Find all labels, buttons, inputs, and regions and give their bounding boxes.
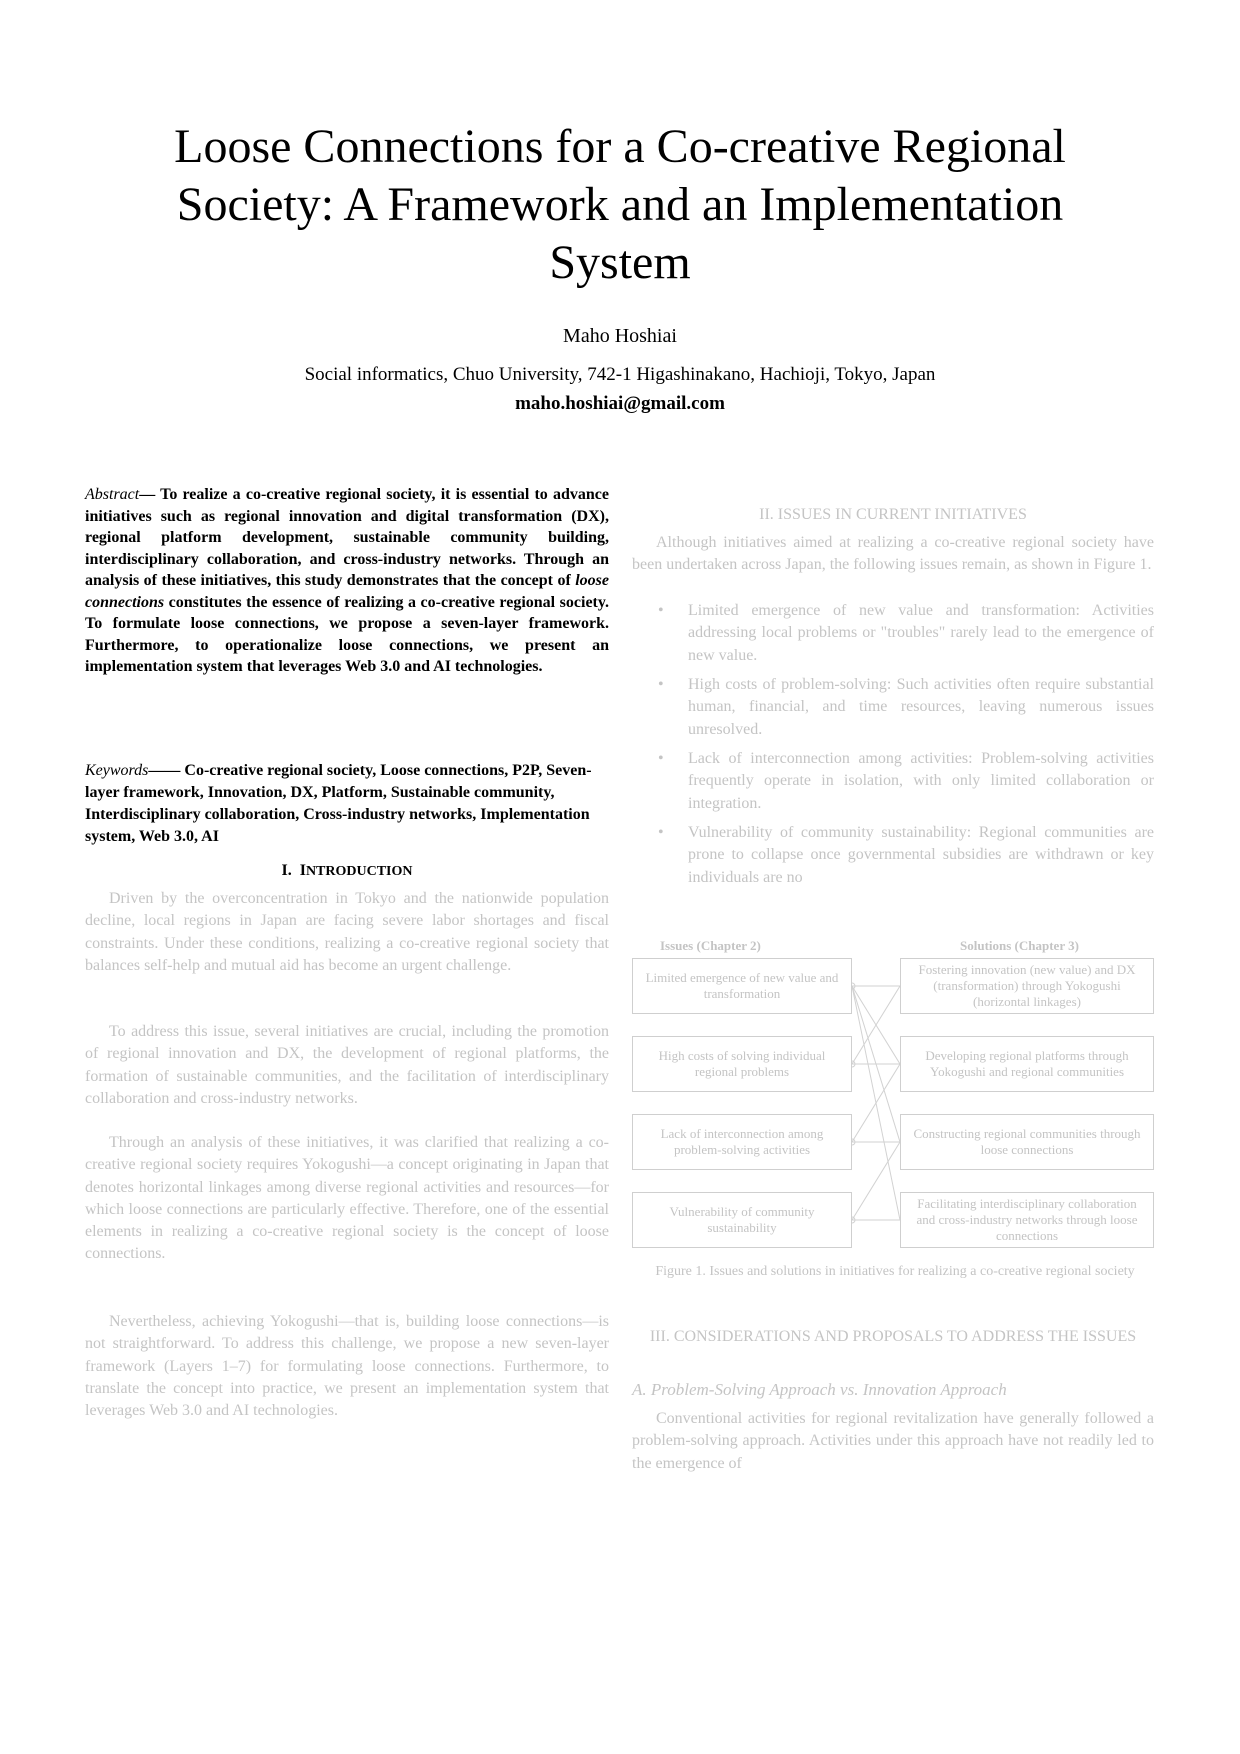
- abstract-text-2: constitutes the essence of realizing a co-creative regional society. To formulate loose connections, we propose a seven-layer framework. Furthermore, to operationalize loose connections, we present an implementation system that leverages Web 3.0 and AI technologies.: [85, 593, 609, 675]
- intro-paragraph-2: To address this issue, several initiatives are crucial, including the promotion of regional innovation and DX, the development of regional platforms, the formation of sustainable communities, and the facilitation of interdisciplinary collaboration and cross-industry networks.: [85, 1023, 609, 1107]
- figure-solution-box: Constructing regional communities through loose connections: [900, 1114, 1154, 1170]
- keywords-text: Co-creative regional society, Loose connections, P2P, Seven-layer framework, Innovation, DX, Platform, Sustainable community, Interdisciplinary collaboration, Cross-industry networks, Implementation system, Web 3.0, AI: [85, 762, 592, 845]
- intro-paragraph-4: Nevertheless, achieving Yokogushi—that is, building loose connections—is not straightforward. To address this challenge, we propose a new seven-layer framework (Layers 1–7) for formulating loose connections. Furthermore, to translate the concept into practice, we present an implementation system that leverages Web 3.0 and AI technologies.: [85, 1313, 609, 1420]
- figure-issue-box: Vulnerability of community sustainability: [632, 1192, 852, 1248]
- intro-paragraph-3: Through an analysis of these initiatives, it was clarified that realizing a co-creative regional society requires Yokogushi—a concept originating in Japan that denotes horizontal linkages among diverse regional activities and resources—for which loose connections are particularly effective. Therefore, one of the essential elements in realizing a co-creative regional society is the concept of loose connections.: [85, 1134, 609, 1263]
- section-3a-subheading: A. Problem-Solving Approach vs. Innovation Approach: [632, 1380, 1007, 1399]
- figure-issue-box: Lack of interconnection among problem-solving activities: [632, 1114, 852, 1170]
- intro-paragraph-1: Driven by the overconcentration in Tokyo and the nationwide population decline, local regions in Japan are facing severe labor shortages and fiscal constraints. Under these conditions, realizing a co-creative regional society that balances self-help and mutual aid has become an urgent challenge.: [85, 890, 609, 974]
- issue-bullet-3: • Lack of interconnection among activities: Problem-solving activities frequently operate in isolation, with only limited collaboration or integration.: [658, 750, 1154, 812]
- figure-1-caption: Figure 1. Issues and solutions in initiatives for realizing a co-creative regional society: [655, 1264, 1135, 1279]
- author-email: maho.hoshiai@gmail.com: [515, 393, 725, 414]
- section-1-heading: [85, 862, 609, 880]
- figure-solution-box: Facilitating interdisciplinary collaboration and cross-industry networks through loose connections: [900, 1192, 1154, 1248]
- figure-issues-header: Issues (Chapter 2): [660, 938, 761, 953]
- keywords-dash: ——: [148, 762, 185, 779]
- abstract-label: Abstract: [85, 486, 140, 503]
- abstract-emphasis: loose connections: [85, 572, 609, 611]
- keywords: [85, 760, 609, 848]
- section-2-intro: Although initiatives aimed at realizing a co-creative regional society have been undertaken across Japan, the following issues remain, as shown in Figure 1.: [632, 534, 1154, 574]
- figure-solutions-header: Solutions (Chapter 3): [960, 938, 1079, 953]
- section-2-heading: II. ISSUES IN CURRENT INITIATIVES: [759, 506, 1027, 523]
- section-3a-paragraph: Conventional activities for regional revitalization have generally followed a problem-solving approach. Activities under this approach have not readily led to the emergence of: [632, 1410, 1154, 1472]
- figure-solution-box: Fostering innovation (new value) and DX (transformation) through Yokogushi (horizontal linkages): [900, 958, 1154, 1014]
- section-1-title-rest: NTRODUCTION: [305, 864, 413, 879]
- abstract-text-1: To realize a co-creative regional society, it is essential to advance initiatives such as regional innovation and digital transformation (DX), regional platform development, sustainable community building, interdisciplinary collaboration, and cross-industry networks. Through an analysis of these initiatives, this study demonstrates that the concept of: [85, 486, 609, 589]
- abstract-dash: —: [139, 486, 161, 503]
- author-affiliation: Social informatics, Chuo University, 742-1 Higashinakano, Hachioji, Tokyo, Japan: [304, 364, 936, 385]
- author-name: Maho Hoshiai: [563, 325, 677, 347]
- section-1-number: I.: [281, 862, 292, 879]
- paper-title: Loose Connections for a Co-creative Regional Society: A Framework and an Implementation System: [174, 120, 1066, 289]
- issue-bullet-1: • Limited emergence of new value and transformation: Activities addressing local problems or "troubles" rarely lead to the emergence of new value.: [658, 602, 1154, 664]
- figure-issue-box: High costs of solving individual regional problems: [632, 1036, 852, 1092]
- section-3-heading: III. CONSIDERATIONS AND PROPOSALS TO ADDRESS THE ISSUES: [649, 1328, 1137, 1345]
- figure-connectors: [852, 950, 900, 1250]
- section-1-initial: I: [299, 862, 306, 879]
- keywords-label: Keywords: [85, 762, 149, 779]
- issue-bullet-2: • High costs of problem-solving: Such activities often require substantial human, financial, and time resources, leaving numerous issues unresolved.: [658, 676, 1154, 738]
- figure-issue-box: Limited emergence of new value and transformation: [632, 958, 852, 1014]
- issue-bullet-4: • Vulnerability of community sustainability: Regional communities are prone to collapse once governmental subsidies are withdrawn or key individuals are no: [658, 824, 1154, 886]
- figure-solution-box: Developing regional platforms through Yokogushi and regional communities: [900, 1036, 1154, 1092]
- abstract: [85, 484, 609, 678]
